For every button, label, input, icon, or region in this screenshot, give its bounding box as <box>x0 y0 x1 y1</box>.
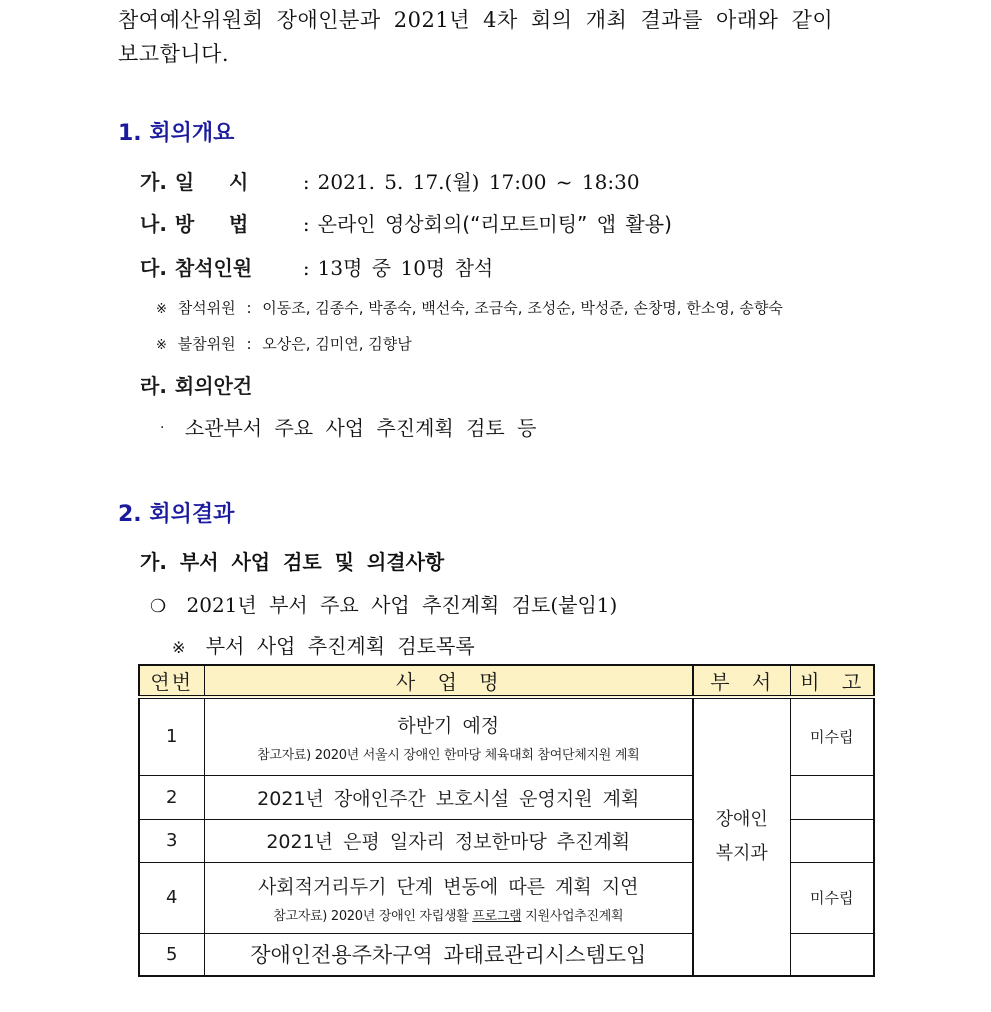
review-table <box>138 664 875 977</box>
separator: : <box>246 335 252 353</box>
row-project <box>204 775 693 819</box>
row-note: 미수립 <box>790 862 874 933</box>
item-method <box>140 208 672 237</box>
project-title: 장애인전용주차구역 과태료관리시스템도입 <box>250 943 647 968</box>
item-prefix: 라. <box>140 374 167 398</box>
separator: : <box>302 212 310 236</box>
list-title <box>172 630 475 659</box>
note-absentees <box>156 333 412 354</box>
item-label: 회의안건 <box>174 374 253 398</box>
note-value: 이동조, 김종수, 박종숙, 백선숙, 조금숙, 조성순, 박성준, 손창명, 한소영, 송향숙 <box>262 299 783 317</box>
item-agenda <box>140 370 252 399</box>
circle-bullet-icon: ❍ <box>150 596 167 617</box>
item-prefix: 나. <box>140 212 167 236</box>
item-prefix: 가. <box>140 170 167 194</box>
item-value: 온라인 영상회의(“리모트미팅” 앱 활용) <box>317 212 672 236</box>
agenda-item <box>160 412 536 441</box>
note-label: 참석위원 <box>177 299 236 317</box>
reference-underlined: 프로그램 <box>472 908 522 924</box>
separator: : <box>302 170 310 194</box>
row-note <box>790 775 874 819</box>
row-project <box>204 862 693 933</box>
item-datetime <box>140 166 640 195</box>
column-header-project: 사 업 명 <box>204 665 693 697</box>
reference-mark-icon: ※ <box>172 638 186 657</box>
item-value: 2021. 5. 17.(월) 17:00 ~ 18:30 <box>317 170 640 194</box>
item-label: 일 시 <box>174 170 249 194</box>
intro-line-1: 참여예산위원회 장애인분과 2021년 4차 회의 개최 결과를 아래와 같이 <box>118 8 834 32</box>
row-note: 미수립 <box>790 697 874 775</box>
project-reference: 참고자료) 2020년 서울시 장애인 한마당 체육대회 참여단체지원 계획 <box>257 747 640 763</box>
separator: : <box>302 256 310 280</box>
review-item-text: 2021년 부서 주요 사업 추진계획 검토(붙임1) <box>186 593 618 617</box>
reference-suffix: 지원사업추진계획 <box>521 908 624 924</box>
reference-prefix: 참고자료) 2020년 장애인 자립생활 <box>273 908 473 924</box>
project-reference <box>205 905 693 924</box>
note-label: 불참위원 <box>177 335 236 353</box>
item-value: 13명 중 10명 참석 <box>317 256 494 280</box>
separator: : <box>246 299 252 317</box>
reference-mark-icon: ※ <box>156 338 167 353</box>
list-title-text: 부서 사업 추진계획 검토목록 <box>205 634 475 658</box>
intro-line-2: 보고합니다. <box>118 42 230 66</box>
note-attendees <box>156 297 783 318</box>
agenda-item-text: 소관부서 주요 사업 추진계획 검토 등 <box>184 416 537 440</box>
note-value: 오상은, 김미연, 김향남 <box>262 335 412 353</box>
table-row <box>139 697 874 775</box>
project-title: 사회적거리두기 단계 변동에 따른 계획 지연 <box>257 875 639 898</box>
reference-mark-icon: ※ <box>156 302 167 317</box>
row-number: 1 <box>139 697 204 775</box>
review-item <box>150 589 617 618</box>
section-heading-results: 2. 회의결과 <box>118 502 235 527</box>
row-note <box>790 933 874 976</box>
row-number: 2 <box>139 775 204 819</box>
project-title: 하반기 예정 <box>397 714 500 737</box>
item-prefix: 다. <box>140 256 167 280</box>
item-label: 참석인원 <box>174 256 253 280</box>
row-project <box>204 819 693 862</box>
column-header-number: 연번 <box>139 665 204 697</box>
column-header-department: 부 서 <box>693 665 790 697</box>
table-header-row <box>139 665 874 697</box>
bullet-dot-icon: · <box>160 420 165 436</box>
row-department <box>693 697 790 976</box>
item-label: 방 법 <box>174 212 249 236</box>
column-header-note: 비 고 <box>790 665 874 697</box>
row-number: 4 <box>139 862 204 933</box>
sub-heading-review: 가. 부서 사업 검토 및 의결사항 <box>140 550 445 574</box>
item-attendance <box>140 252 493 281</box>
row-project <box>204 933 693 976</box>
row-note <box>790 819 874 862</box>
department-line-2: 복지과 <box>715 843 768 864</box>
project-title: 2021년 장애인주간 보호시설 운영지원 계획 <box>257 787 640 810</box>
row-number: 5 <box>139 933 204 976</box>
section-heading-overview: 1. 회의개요 <box>118 121 235 146</box>
row-number: 3 <box>139 819 204 862</box>
department-line-1: 장애인 <box>715 809 768 830</box>
row-project <box>204 697 693 775</box>
project-title: 2021년 은평 일자리 정보한마당 추진계획 <box>266 831 631 853</box>
